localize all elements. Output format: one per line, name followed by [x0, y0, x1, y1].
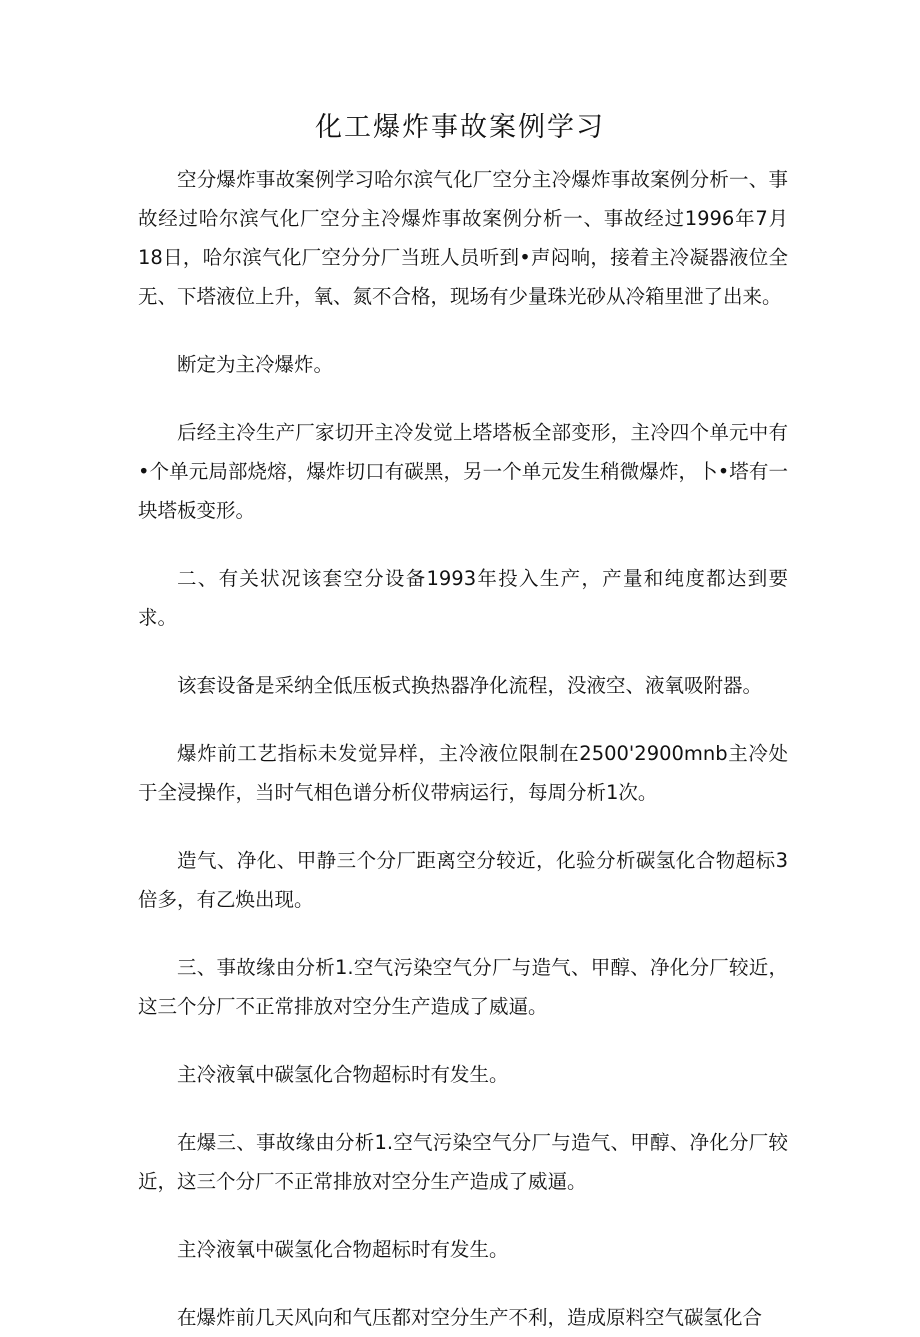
- paragraph: 主冷液氧中碳氢化合物超标时有发生。: [177, 1063, 509, 1086]
- paragraph: 主冷液氧中碳氢化合物超标时有发生。: [177, 1238, 509, 1261]
- paragraph: 在爆炸前几天风向和气压都对空分生产不利，造成原料空气碳氢化合: [177, 1306, 763, 1329]
- paragraph: 断定为主冷爆炸。: [177, 353, 334, 376]
- paragraph: 造气、净化、甲静三个分厂距离空分较近，化验分析碳氢化合物超标3倍多，有乙焕出现。: [138, 849, 788, 911]
- paragraph: 空分爆炸事故案例学习哈尔滨气化厂空分主冷爆炸事故案例分析一、事故经过哈尔滨气化厂空分主冷爆炸事故案例分析一、事故经过1996年7月18日，哈尔滨气化厂空分分厂当班人员听到•声闷响，接着主冷凝器液位全无、下塔液位上升，氧、氮不合格，现场有少量珠光砂从冷箱里泄了出来。: [138, 168, 788, 308]
- paragraph: 二、有关状况该套空分设备1993年投入生产，产量和纯度都达到要求。: [138, 567, 788, 629]
- document-body: [138, 160, 788, 1337]
- document-title: 化工爆炸事故案例学习: [315, 112, 605, 143]
- paragraph: 后经主冷生产厂家切开主冷发觉上塔塔板全部变形，主冷四个单元中有•个单元局部烧熔，爆炸切口有碳黑，另一个单元发生稍微爆炸，卜•塔有一块塔板变形。: [138, 421, 788, 522]
- paragraph: 爆炸前工艺指标未发觉异样，主冷液位限制在2500'2900mnb主冷处于全浸操作，当时气相色谱分析仪带病运行，每周分析1次。: [138, 742, 788, 804]
- paragraph: 该套设备是采纳全低压板式换热器净化流程，没液空、液氧吸附器。: [177, 674, 763, 697]
- paragraph: 三、事故缘由分析1.空气污染空气分厂与造气、甲醇、净化分厂较近，这三个分厂不正常排放对空分生产造成了威逼。: [138, 956, 788, 1018]
- paragraph: 在爆三、事故缘由分析1.空气污染空气分厂与造气、甲醇、净化分厂较近，这三个分厂不正常排放对空分生产造成了威逼。: [138, 1131, 788, 1193]
